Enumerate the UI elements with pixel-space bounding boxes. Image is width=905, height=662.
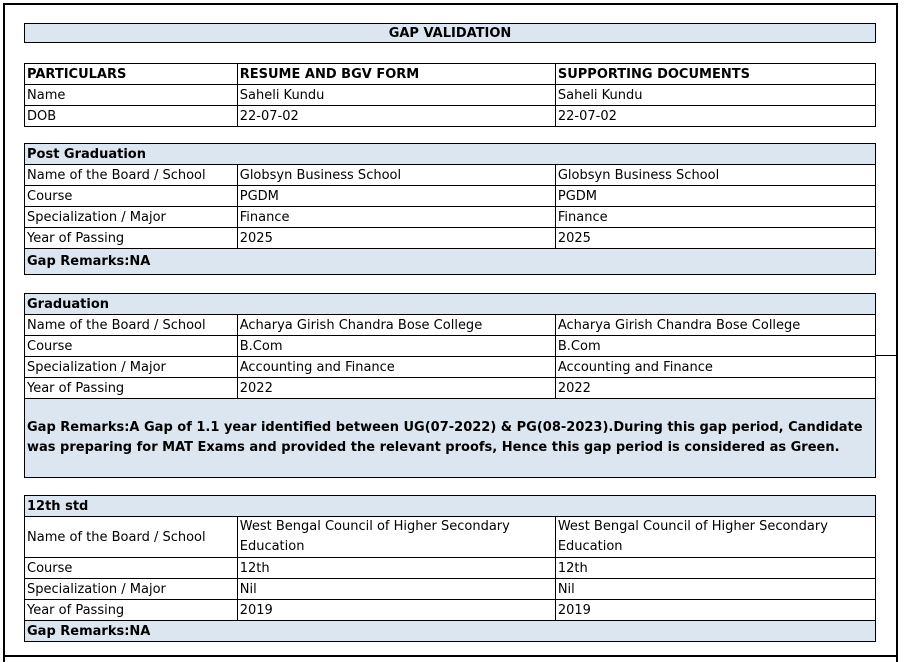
table-row xyxy=(25,207,876,228)
table-row xyxy=(25,106,876,127)
supporting-value: 2022 xyxy=(555,378,875,399)
row-label: Year of Passing xyxy=(25,228,238,249)
table-row xyxy=(25,228,876,249)
resume-value: Globsyn Business School xyxy=(237,165,555,186)
supporting-value: Finance xyxy=(555,207,875,228)
resume-value: Nil xyxy=(237,579,555,600)
resume-value: 2025 xyxy=(237,228,555,249)
table-row xyxy=(25,558,876,579)
post-graduation-table xyxy=(24,143,876,275)
page-title: GAP VALIDATION xyxy=(24,23,876,43)
table-row xyxy=(25,579,876,600)
row-label: Course xyxy=(25,336,238,357)
header-resume: RESUME AND BGV FORM xyxy=(237,64,555,85)
resume-value: Finance xyxy=(237,207,555,228)
section-heading: 12th std xyxy=(25,496,876,517)
table-row xyxy=(25,315,876,336)
supporting-value: 22-07-02 xyxy=(555,106,875,127)
row-label: DOB xyxy=(25,106,238,127)
table-row xyxy=(25,600,876,621)
row-label: Specialization / Major xyxy=(25,357,238,378)
supporting-value: 2019 xyxy=(555,600,875,621)
supporting-value: 12th xyxy=(555,558,875,579)
table-row xyxy=(25,85,876,106)
resume-value: PGDM xyxy=(237,186,555,207)
gap-remarks: Gap Remarks:A Gap of 1.1 year identified between UG(07-2022) & PG(08-2023).During this gap period, Candidate was preparing for MAT Exams and provided the relevant proofs, Hence this gap period is considered as Green. xyxy=(25,399,876,478)
section-heading: Post Graduation xyxy=(25,144,876,165)
row-label: Year of Passing xyxy=(25,378,238,399)
gap-remarks: Gap Remarks:NA xyxy=(25,621,876,642)
twelfth-table xyxy=(24,495,876,642)
gap-remarks: Gap Remarks:NA xyxy=(25,249,876,275)
row-label: Specialization / Major xyxy=(25,579,238,600)
row-label: Course xyxy=(25,186,238,207)
resume-value: 22-07-02 xyxy=(237,106,555,127)
header-row xyxy=(25,64,876,85)
resume-value: B.Com xyxy=(237,336,555,357)
row-label: Specialization / Major xyxy=(25,207,238,228)
table-row xyxy=(25,186,876,207)
header-supporting: SUPPORTING DOCUMENTS xyxy=(555,64,875,85)
resume-value: West Bengal Council of Higher Secondary Education xyxy=(237,517,555,558)
supporting-value: B.Com xyxy=(555,336,875,357)
table-row xyxy=(25,336,876,357)
supporting-value: PGDM xyxy=(555,186,875,207)
resume-value: Accounting and Finance xyxy=(237,357,555,378)
row-label: Course xyxy=(25,558,238,579)
personal-table xyxy=(24,63,876,127)
bottom-rule xyxy=(3,655,898,657)
row-label: Year of Passing xyxy=(25,600,238,621)
row-label: Name xyxy=(25,85,238,106)
resume-value: 2019 xyxy=(237,600,555,621)
supporting-value: Saheli Kundu xyxy=(555,85,875,106)
table-row xyxy=(25,357,876,378)
supporting-value: Accounting and Finance xyxy=(555,357,875,378)
graduation-table xyxy=(24,293,876,478)
supporting-value: 2025 xyxy=(555,228,875,249)
table-row xyxy=(25,165,876,186)
supporting-value: Acharya Girish Chandra Bose College xyxy=(555,315,875,336)
row-label: Name of the Board / School xyxy=(25,315,238,336)
resume-value: Acharya Girish Chandra Bose College xyxy=(237,315,555,336)
resume-value: Saheli Kundu xyxy=(237,85,555,106)
row-label: Name of the Board / School xyxy=(25,517,238,558)
resume-value: 12th xyxy=(237,558,555,579)
stray-gridline xyxy=(876,355,898,356)
supporting-value: Nil xyxy=(555,579,875,600)
resume-value: 2022 xyxy=(237,378,555,399)
table-row xyxy=(25,378,876,399)
row-label: Name of the Board / School xyxy=(25,165,238,186)
supporting-value: West Bengal Council of Higher Secondary Education xyxy=(555,517,875,558)
header-particulars: PARTICULARS xyxy=(25,64,238,85)
section-heading: Graduation xyxy=(25,294,876,315)
table-row xyxy=(25,517,876,558)
supporting-value: Globsyn Business School xyxy=(555,165,875,186)
